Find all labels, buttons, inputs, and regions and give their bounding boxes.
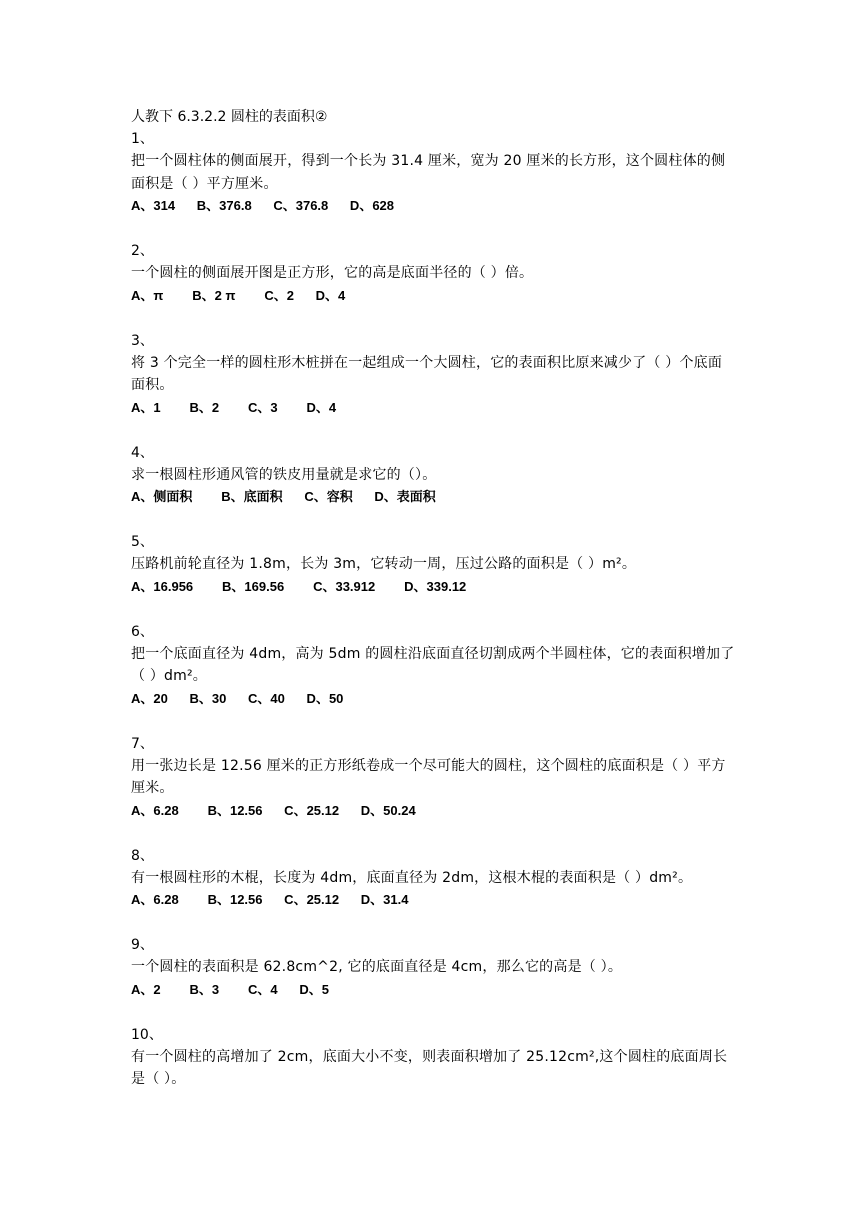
spacer [131,710,736,733]
question-text: 求一根圆柱形通风管的铁皮用量就是求它的（）。 [131,466,437,483]
question-6 [131,621,736,733]
question-number: 9、 [131,937,154,953]
spacer [131,307,736,330]
question-1 [131,128,736,240]
question-text: 一个圆柱的表面积是 62.8cm^2, 它的底面直径是 4cm，那么它的高是（ ）。 [131,959,623,975]
question-7 [131,733,736,845]
question-8 [131,845,736,935]
question-3 [131,330,736,442]
question-text: 有一根圆柱形的木棍，长度为 4dm，底面直径为 2dm，这根木棍的表面积是（ ）dm²。 [131,869,693,886]
question-text: 有一个圆柱的高增加了 2cm，底面大小不变，则表面积增加了 25.12cm²,这个圆柱的底面周长是（ ）。 [131,1048,728,1087]
spacer [131,509,736,532]
question-number: 8、 [131,847,154,864]
question-4 [131,442,736,532]
question-text: 一个圆柱的侧面展开图是正方形，它的高是底面半径的（ ）倍。 [131,265,534,281]
question-number: 3、 [131,332,154,349]
spacer [131,1001,736,1024]
question-number: 6、 [131,623,154,640]
question-number: 1、 [131,131,154,147]
answer-options: A、6.28 B、12.56 C、25.12 D、31.4 [131,892,409,907]
answer-options: A、6.28 B、12.56 C、25.12 D、50.24 [131,802,416,818]
worksheet-title: 人教下 6.3.2.2 圆柱的表面积② [131,109,328,125]
question-text: 把一个底面直径为 4dm，高为 5dm 的圆柱沿底面直径切割成两个半圆柱体，它的表面积增加了（ ）dm²。 [131,645,735,684]
question-number: 4、 [131,444,154,461]
answer-options: A、侧面积 B、底面积 C、容积 D、表面积 [131,489,436,504]
question-text: 将 3 个完全一样的圆柱形木桩拼在一起组成一个大圆柱，它的表面积比原来减少了（ ）个底面面积。 [131,354,723,393]
question-number: 2、 [131,243,154,259]
answer-options: A、16.956 B、169.56 C、33.912 D、339.12 [131,578,467,594]
question-number: 10、 [131,1026,163,1043]
question-5 [131,531,736,621]
spacer [131,598,736,621]
spacer [131,912,736,935]
question-text: 把一个圆柱体的侧面展开，得到一个长为 31.4 厘米，宽为 20 厘米的长方形，这个圆柱体的侧面积是（ ）平方厘米。 [131,153,726,192]
question-2 [131,240,736,330]
question-text: 压路机前轮直径为 1.8m，长为 3m，它转动一周，压过公路的面积是（ ）m²。 [131,556,637,572]
spacer [131,218,736,241]
question-9 [131,934,736,1024]
spacer [131,822,736,845]
worksheet-page [131,106,736,1091]
question-number: 7、 [131,735,154,752]
answer-options: A、20 B、30 C、40 D、50 [131,690,344,706]
spacer [131,419,736,442]
question-text: 用一张边长是 12.56 厘米的正方形纸卷成一个尽可能大的圆柱，这个圆柱的底面积是（ ）平方厘米。 [131,757,726,796]
question-number: 5、 [131,534,154,550]
question-10 [131,1024,736,1091]
answer-options: A、314 B、376.8 C、376.8 D、628 [131,198,395,213]
answer-options: A、1 B、2 C、3 D、4 [131,399,337,415]
answer-options: A、2 B、3 C、4 D、5 [131,981,329,997]
answer-options: A、π B、2 π C、2 D、4 [131,287,346,303]
